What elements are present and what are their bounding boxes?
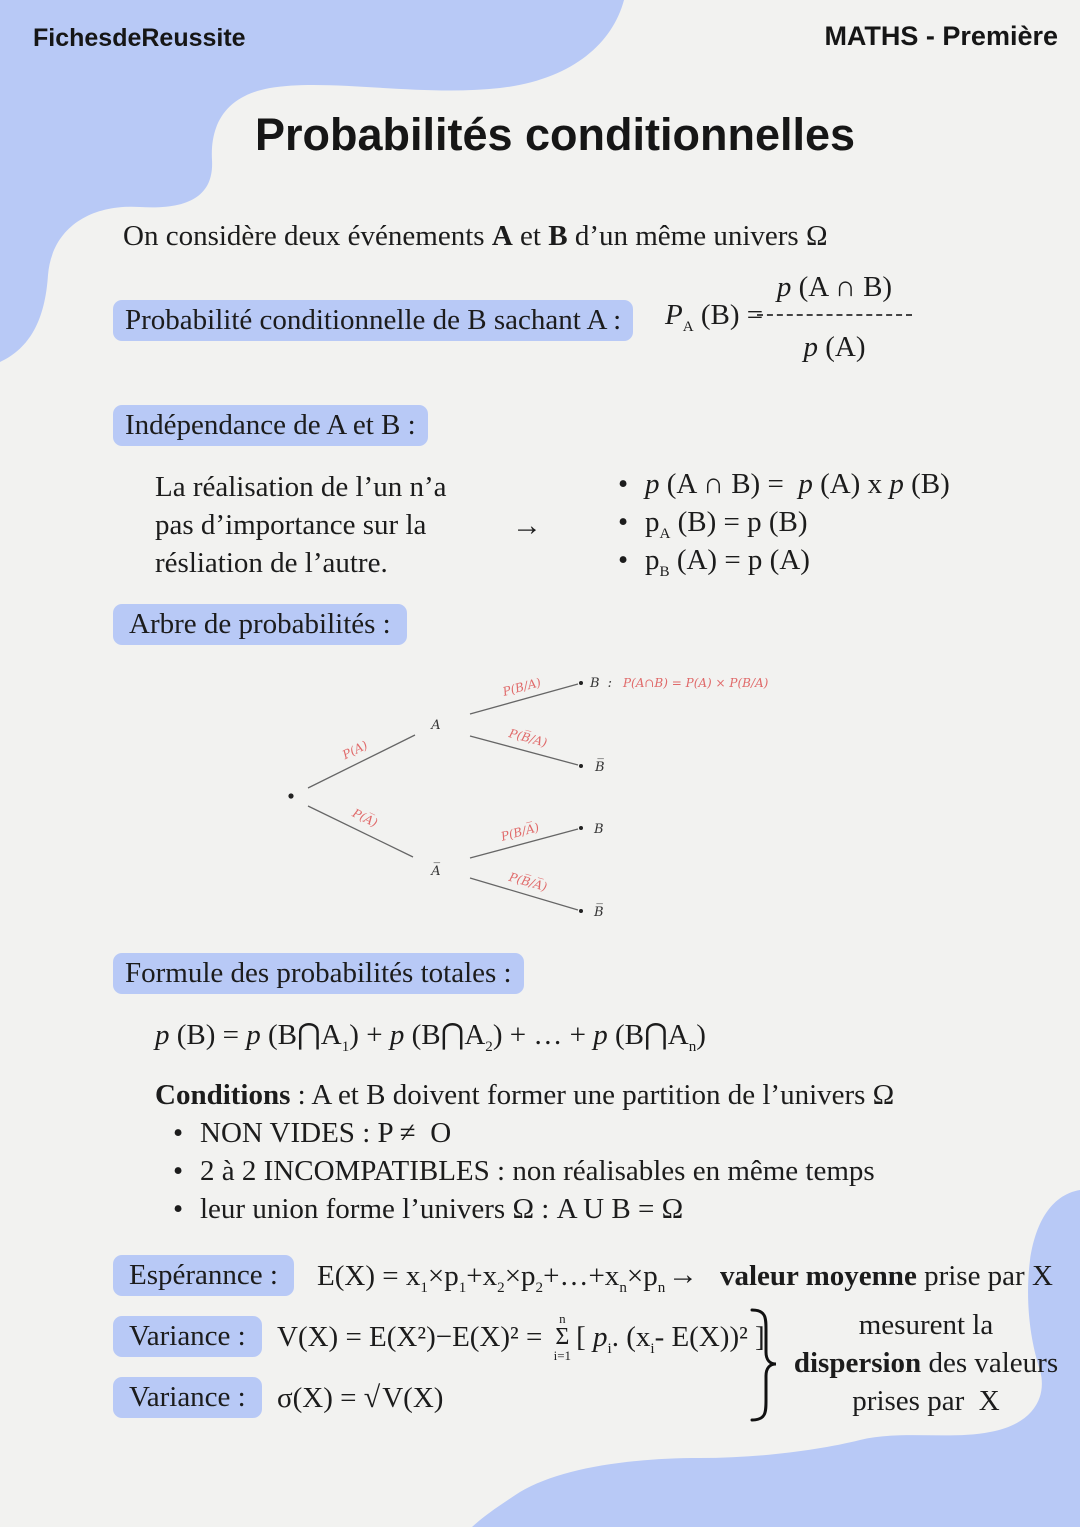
property-formula-part: (B) <box>903 468 950 500</box>
tree-root-node <box>288 793 293 798</box>
expectation-arrow: → <box>668 1258 698 1291</box>
conditions-line <box>155 1076 894 1114</box>
property-formula-part: (B) = p (B) <box>670 506 808 538</box>
probability-tree <box>270 660 830 930</box>
node-a: A <box>431 718 441 733</box>
expectation-formula-part: E(X) = x <box>317 1260 421 1292</box>
leaf-dot <box>579 681 583 685</box>
label-p-bbar-given-a: P(B̅/A) <box>507 726 549 750</box>
explanation-line: résliation de l’autre. <box>155 547 388 579</box>
variance-formula-rhs-part: p <box>592 1321 608 1353</box>
variance-formula-rhs-part: [ <box>576 1321 593 1353</box>
total-probability-formula-part: ) + … + <box>492 1019 594 1051</box>
sum-upper-bound: n <box>559 1311 566 1326</box>
variance-formula-rhs-part: . (x <box>611 1321 651 1353</box>
dispersion-note <box>776 1306 1076 1420</box>
expectation-formula-part: n <box>657 1279 666 1296</box>
variance-formula-rhs-part: i <box>650 1340 655 1357</box>
sum-lower-bound: i=1 <box>553 1348 572 1363</box>
leaf-dot <box>579 909 583 913</box>
fraction-numerator-part: p <box>776 271 792 303</box>
explanation-line: La réalisation de l’un n’a <box>155 471 447 503</box>
expectation-formula-part: 2 <box>497 1279 505 1296</box>
expectation-meaning-part: prise par X <box>916 1260 1053 1292</box>
expectation-formula-part: ×p <box>504 1260 536 1292</box>
total-probability-formula-part: p <box>593 1019 608 1051</box>
conditions-text: : A et B doivent former une partition de l’univers Ω <box>290 1079 895 1111</box>
dispersion-note-line-part: des valeurs <box>921 1347 1059 1379</box>
conditions-title: Conditions <box>155 1079 291 1111</box>
fraction-denominator-part: p <box>803 331 818 363</box>
total-probability-formula-part: 2 <box>485 1038 493 1055</box>
property-formula <box>645 468 950 500</box>
property-formula-part: p <box>798 468 813 500</box>
intro-sentence-part: B <box>548 220 568 252</box>
fraction-numerator <box>757 268 912 306</box>
expectation-meaning-part: valeur moyenne <box>720 1260 917 1292</box>
leaf-b-separator: : <box>607 676 612 691</box>
total-probability-formula-part: p <box>155 1019 170 1051</box>
property-formula-part: p <box>645 544 660 576</box>
property-formula-part: (A ∩ B) = <box>659 468 799 500</box>
intro-sentence-part: d’un même univers Ω <box>567 220 828 252</box>
intro-sentence <box>123 217 828 255</box>
dispersion-note-line: prises par X <box>852 1385 1000 1417</box>
expectation-formula-part: ×p <box>626 1260 658 1292</box>
total-probability-formula-part: 1 <box>341 1038 350 1055</box>
dispersion-note-line <box>776 1344 1076 1382</box>
summation <box>554 1312 571 1362</box>
leaf-bbar-given-a: B̅ <box>595 760 605 775</box>
variance-formula-rhs <box>576 1318 765 1356</box>
expectation-formula-part: 2 <box>535 1279 544 1296</box>
property-formula-part: p <box>645 506 660 538</box>
property-formula-part: p <box>645 468 660 500</box>
total-probability-formula <box>155 1016 706 1054</box>
page-title: Probabilités conditionnelles <box>254 109 856 160</box>
expectation-formula-part: 1 <box>420 1279 428 1296</box>
probability-tree-label: Arbre de probabilités : <box>113 604 407 645</box>
total-probability-formula-part: ) <box>696 1019 706 1051</box>
property-formula-part: A <box>659 525 671 542</box>
expectation-formula-part: 1 <box>458 1279 467 1296</box>
conditional-formula-lhs-part: A <box>682 318 694 335</box>
expectation-formula-part: ×p <box>427 1260 459 1292</box>
leaf-b-given-abar: B <box>594 822 604 837</box>
dispersion-note-line-part: dispersion <box>793 1347 922 1379</box>
brace-path <box>752 1310 776 1420</box>
property-item <box>618 541 950 579</box>
leaf-b-given-a: B <box>590 676 600 691</box>
total-probability-formula-part: n <box>688 1038 697 1055</box>
property-item <box>618 465 950 503</box>
conditions-list <box>173 1114 875 1228</box>
label-p-b-given-abar: P(B/A̅) <box>499 820 541 844</box>
label-p-bbar-given-abar: P(B̅/A̅) <box>507 869 549 895</box>
leaf-b-annotation <box>589 674 769 691</box>
conditional-formula-lhs-part: (B) = <box>693 299 764 331</box>
probability-tree-svg <box>270 660 830 930</box>
condition-text: leur union forme l’univers Ω : A U B = Ω <box>200 1193 684 1225</box>
independence-arrow: → <box>512 509 542 542</box>
node-a-bar: A̅ <box>431 864 441 879</box>
property-formula-part: (A) x <box>812 468 890 500</box>
total-probability-label: Formule des probabilités totales : <box>113 953 524 994</box>
independence-properties <box>618 465 950 579</box>
total-probability-formula-part: (B) = <box>169 1019 247 1051</box>
intro-sentence-part: A <box>491 220 513 252</box>
condition-item <box>173 1152 875 1190</box>
leaf-dot <box>579 764 583 768</box>
std-dev-label: Variance : <box>113 1377 262 1418</box>
sigma-symbol: Σ <box>555 1324 570 1350</box>
dispersion-note-line: mesurent la <box>858 1309 994 1341</box>
leaf-bbar-given-abar: B̅ <box>594 905 604 920</box>
fraction-denominator <box>757 328 912 366</box>
total-probability-formula-part: (B⋂A <box>607 1019 689 1051</box>
property-formula-part: p <box>889 468 904 500</box>
expectation-meaning <box>720 1257 1053 1295</box>
property-formula-part: (A) = p (A) <box>669 544 810 576</box>
independence-explanation <box>155 468 447 582</box>
variance-formula-lhs: V(X) = E(X²)−E(X)² = <box>277 1321 550 1353</box>
conditional-formula <box>665 268 925 368</box>
expectation-label: Espérannce : <box>113 1255 294 1296</box>
variance-label: Variance : <box>113 1316 262 1357</box>
variance-formula-rhs-part: i <box>607 1340 612 1357</box>
explanation-line: pas d’importance sur la <box>155 509 427 541</box>
brand-name: FichesdeReussite <box>33 24 246 52</box>
fraction-numerator-part: (A ∩ B) <box>791 271 893 303</box>
fraction-denominator-part: (A) <box>817 331 866 363</box>
label-p-b-given-a: P(B/A) <box>501 675 543 699</box>
total-probability-formula-part: p <box>246 1019 261 1051</box>
total-probability-formula-part: (B⋂A <box>404 1019 486 1051</box>
expectation-formula-part: n <box>619 1279 627 1296</box>
subject-label: MATHS - Première <box>824 21 1058 51</box>
property-item <box>618 503 950 541</box>
leaf-dot <box>579 826 583 830</box>
label-p-a-bar: P(A̅) <box>350 805 380 831</box>
expectation-formula-part: +…+x <box>543 1260 620 1292</box>
condition-text: NON VIDES : P ≠ O <box>200 1117 452 1149</box>
std-dev-formula-lhs: σ(X) = <box>277 1382 364 1414</box>
condition-text: 2 à 2 INCOMPATIBLES : non réalisables en même temps <box>200 1155 875 1187</box>
expectation-formula <box>317 1257 665 1295</box>
std-dev-formula <box>277 1379 443 1417</box>
property-formula <box>645 544 810 580</box>
conditional-formula-lhs <box>665 296 763 334</box>
conditional-probability-label: Probabilité conditionnelle de B sachant A : <box>113 300 633 341</box>
property-formula-part: B <box>659 563 670 580</box>
intro-sentence-part: et <box>512 220 549 252</box>
condition-item <box>173 1190 875 1228</box>
total-probability-formula-part: p <box>389 1019 405 1051</box>
condition-item <box>173 1114 875 1152</box>
leaf-b-formula: P(A∩B) = P(A) × P(B/A) <box>622 676 769 690</box>
variance-formula <box>277 1311 765 1363</box>
expectation-formula-part: +x <box>466 1260 498 1292</box>
intro-sentence-part: On considère deux événements <box>123 220 492 252</box>
radical-sign: √ <box>363 1381 381 1414</box>
label-p-a: P(A) <box>340 737 370 763</box>
conditional-formula-lhs-part: P <box>665 299 683 331</box>
variance-formula-rhs-part: - E(X))² ] <box>654 1321 765 1353</box>
total-probability-formula-part: ) + <box>349 1019 390 1051</box>
property-formula <box>645 506 808 542</box>
fraction-bar <box>757 314 912 316</box>
radicand: V(X) <box>382 1382 444 1414</box>
total-probability-formula-part: (B⋂A <box>260 1019 342 1051</box>
independence-label: Indépendance de A et B : <box>113 405 428 446</box>
